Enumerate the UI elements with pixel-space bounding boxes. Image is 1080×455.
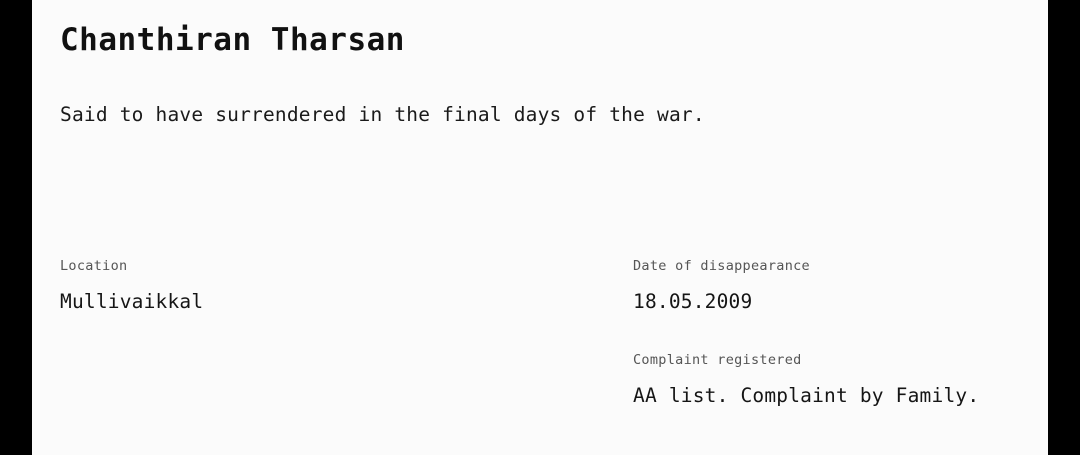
field-complaint-registered <box>633 352 1053 408</box>
record-summary: Said to have surrendered in the final days of the war. <box>60 103 705 127</box>
fields-column-left <box>60 258 580 314</box>
field-location <box>60 258 580 314</box>
complaint-registered-value: AA list. Complaint by Family. <box>633 383 980 407</box>
location-value: Mullivaikkal <box>60 290 204 314</box>
field-date-of-disappearance <box>633 258 1053 314</box>
date-of-disappearance-label: Date of disappearance <box>633 258 810 274</box>
date-of-disappearance-value: 18.05.2009 <box>633 290 753 314</box>
complaint-registered-label: Complaint registered <box>633 351 802 368</box>
fields-column-right <box>633 258 1053 407</box>
location-label: Location <box>60 258 128 274</box>
page-title: Chanthiran Tharsan <box>60 22 405 58</box>
record-card <box>32 0 1048 455</box>
